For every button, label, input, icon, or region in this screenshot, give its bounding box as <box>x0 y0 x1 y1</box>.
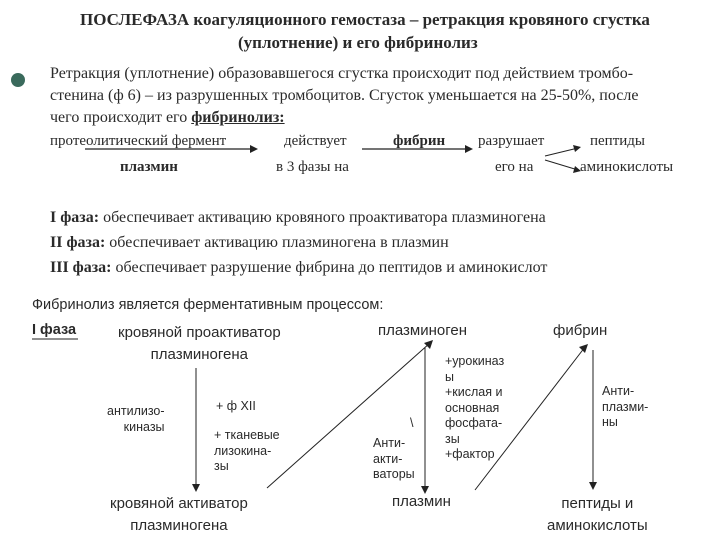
flow-fibrin: фибрин <box>393 133 446 149</box>
intro-line-3 <box>50 107 285 129</box>
phase-3-text: обеспечивает разрушение фибрина до пептидов и аминокислот <box>111 259 548 276</box>
page-title-line1 <box>80 10 650 30</box>
intro-fibrinolysis-term: фибринолиз: <box>191 109 285 126</box>
bullet-dot <box>11 73 25 87</box>
flow-arrow-3 <box>545 148 578 156</box>
label-enzymes-list: +урокиназ ы +кислая и основная фосфата- зы +фактор <box>445 354 505 461</box>
phase-2-label: II фаза: <box>50 234 106 251</box>
flow-plasmin: плазмин <box>120 159 178 175</box>
intro-line-2: стенина (ф 6) – из разрушенных тромбоцитов. Сгусток уменьшается на 25-50%, после <box>50 87 639 104</box>
label-antiactivators: Анти- акти- ваторы <box>373 436 415 481</box>
node-products: пептиды и аминокислоты <box>547 495 648 534</box>
flow-arrow-1-head <box>250 145 258 153</box>
label-f12: + ф XII <box>216 399 256 413</box>
flow-arrow-2-head <box>465 145 473 153</box>
arrow-proactivator-down-head <box>192 484 200 492</box>
flow-peptides: пептиды <box>590 133 646 149</box>
phase-2-text: обеспечивает активацию плазминогена в плазмин <box>105 234 449 251</box>
flow-enzyme: протеолитический фермент <box>50 133 227 149</box>
small-mark: \ <box>410 416 414 430</box>
page-title-line2: (уплотнение) и его фибринолиз <box>238 33 478 52</box>
phase-1-label: I фаза: <box>50 209 100 226</box>
node-plasminogen: плазминоген <box>378 322 468 339</box>
flow-arrow-4 <box>545 160 578 170</box>
label-tissue-lysokinases: + тканевые лизокина- зы <box>214 428 280 473</box>
flow-acts: действует <box>284 133 347 149</box>
flow-destroys: разрушает <box>478 133 545 149</box>
phase-1 <box>50 207 546 229</box>
node-proactivator: кровяной проактиватор плазминогена <box>118 324 281 363</box>
label-antiplasmins: Анти- плазми- ны <box>602 384 649 429</box>
intro-line-1: Ретракция (уплотнение) образовавшегося сгустка происходит под действием тромбо- <box>50 65 634 82</box>
flow-phases: в 3 фазы на <box>276 159 349 175</box>
phase-3-label: III фаза: <box>50 259 112 276</box>
title-postphase: ПОСЛЕФАЗА <box>80 10 190 29</box>
flow-its-into: его на <box>495 159 534 175</box>
diagram-phase-label: I фаза <box>32 322 77 338</box>
arrow-fibrin-down-head <box>589 482 597 490</box>
phase-1-text: обеспечивает активацию кровяного проактиватора плазминогена <box>99 209 546 226</box>
flow-amino: аминокислоты <box>580 159 674 175</box>
node-fibrin: фибрин <box>553 322 608 339</box>
arrow-plasmin-up-head <box>579 344 588 353</box>
flow-arrow-3-head <box>573 145 581 152</box>
diagram-heading: Фибринолиз является ферментативным процессом: <box>32 297 384 313</box>
label-antilysokinases: антилизо- киназы <box>107 404 165 434</box>
node-plasmin: плазмин <box>392 493 451 510</box>
title-rest: коагуляционного гемостаза – ретракция кровяного сгустка <box>189 10 650 29</box>
phase-3 <box>50 257 547 279</box>
intro-line-3-prefix: чего происходит его <box>50 109 192 126</box>
phase-2 <box>50 232 449 254</box>
node-activator: кровяной активатор плазминогена <box>110 495 248 534</box>
